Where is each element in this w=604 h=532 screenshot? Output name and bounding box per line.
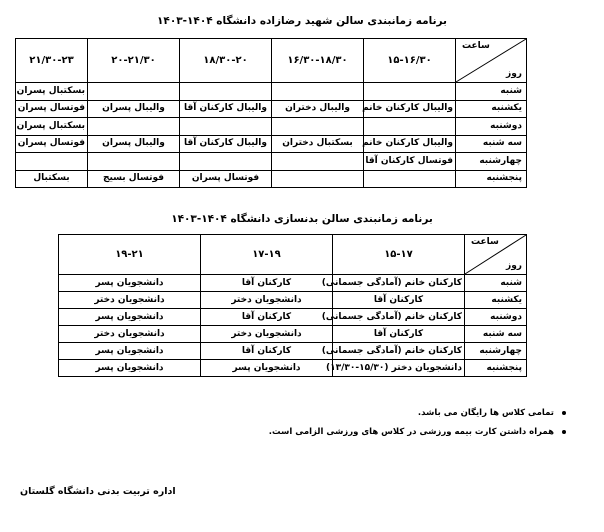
schedule-cell: کارکنان خانم (آمادگی جسمانی) [333, 309, 465, 326]
table-row [59, 360, 527, 377]
schedule-cell [272, 153, 364, 171]
schedule-cell: کارکنان آقا [333, 292, 465, 309]
schedule-cell: فوتسال کارکنان آقا [364, 153, 456, 171]
schedule-cell [180, 153, 272, 171]
schedule-cell: کارکنان آقا [201, 309, 333, 326]
schedule-cell: فوتسال پسران [180, 170, 272, 188]
note-item [269, 408, 566, 418]
header-day-label: روز [506, 261, 522, 271]
schedule-cell [272, 118, 364, 136]
schedule-cell [272, 83, 364, 101]
bullet-icon [562, 411, 566, 415]
schedule-cell: کارکنان آقا [201, 343, 333, 360]
note-item [269, 427, 566, 437]
schedule-cell: دانشجویان پسر [59, 309, 201, 326]
table-row [59, 326, 527, 343]
schedule-cell: دانشجویان پسر [201, 360, 333, 377]
column-header: ۱۷-۱۹ [201, 235, 333, 275]
schedule-table-gym [58, 234, 527, 377]
column-header: ۲۱/۳۰-۲۳ [16, 39, 88, 83]
schedule-cell: کارکنان آقا [333, 326, 465, 343]
header-day-time-cell [465, 235, 527, 275]
schedule-cell [88, 118, 180, 136]
schedule-cell: فوتسال پسران [16, 135, 88, 153]
column-header: ۱۸/۳۰-۲۰ [180, 39, 272, 83]
day-cell: سه شنبه [465, 326, 527, 343]
table-row [16, 118, 527, 136]
schedule-cell: فوتسال پسران [16, 100, 88, 118]
schedule-cell: دانشجویان دختر [201, 292, 333, 309]
day-cell: شنبه [456, 83, 527, 101]
table-row [59, 309, 527, 326]
column-header: ۱۹-۲۱ [59, 235, 201, 275]
schedule-cell: بسکتبال پسران [16, 83, 88, 101]
day-cell: شنبه [465, 275, 527, 292]
schedule-cell: بسکتبال پسران [16, 118, 88, 136]
day-cell: دوشنبه [456, 118, 527, 136]
column-header: ۱۶/۳۰-۱۸/۳۰ [272, 39, 364, 83]
schedule-cell: دانشجویان پسر [59, 360, 201, 377]
schedule-cell: دانشجویان پسر [59, 343, 201, 360]
header-day-time-cell [456, 39, 527, 83]
schedule-cell: والیبال کارکنان آقا [180, 100, 272, 118]
header-time-label: ساعت [471, 237, 499, 247]
table-row [16, 135, 527, 153]
schedule-cell: دانشجویان دختر (۱۵/۳۰-۱۳/۳۰) [333, 360, 465, 377]
table1-title: برنامه زمانبندی سالن شهید رضازاده دانشگاه ۱۴۰۴-۱۴۰۳ [157, 15, 447, 27]
day-cell: دوشنبه [465, 309, 527, 326]
schedule-cell [364, 170, 456, 188]
day-cell: چهارشنبه [456, 153, 527, 171]
day-cell: پنجشنبه [456, 170, 527, 188]
day-cell: پنجشنبه [465, 360, 527, 377]
schedule-cell [272, 170, 364, 188]
table-row [16, 100, 527, 118]
day-cell: یکشنبه [456, 100, 527, 118]
table-row [16, 153, 527, 171]
footer-department: اداره تربیت بدنی دانشگاه گلستان [20, 486, 176, 497]
schedule-cell: والیبال کارکنان خانم [364, 135, 456, 153]
column-header: ۱۵-۱۷ [333, 235, 465, 275]
schedule-cell: کارکنان خانم (آمادگی جسمانی) [333, 275, 465, 292]
table2-title: برنامه زمانبندی سالن بدنسازی دانشگاه ۱۴۰۴-۱۴۰۳ [171, 213, 433, 225]
schedule-cell [88, 153, 180, 171]
schedule-cell [364, 83, 456, 101]
bullet-icon [562, 430, 566, 434]
note-text: همراه داشتن کارت بیمه ورزشی در کلاس های ورزشی الزامی است. [268, 427, 554, 437]
schedule-cell [180, 83, 272, 101]
column-header: ۱۵-۱۶/۳۰ [364, 39, 456, 83]
day-cell: سه شنبه [456, 135, 527, 153]
schedule-cell: بسکتبال [16, 170, 88, 188]
schedule-cell [88, 83, 180, 101]
schedule-cell: دانشجویان دختر [59, 292, 201, 309]
schedule-cell: دانشجویان پسر [59, 275, 201, 292]
table-row [16, 83, 527, 101]
schedule-cell: کارکنان آقا [201, 275, 333, 292]
schedule-cell [364, 118, 456, 136]
schedule-cell: والیبال پسران [88, 135, 180, 153]
schedule-cell: بسکتبال دختران [272, 135, 364, 153]
schedule-cell [180, 118, 272, 136]
day-cell: یکشنبه [465, 292, 527, 309]
schedule-cell: والیبال کارکنان آقا [180, 135, 272, 153]
header-day-label: روز [506, 69, 522, 79]
schedule-cell: والیبال پسران [88, 100, 180, 118]
schedule-cell: کارکنان خانم (آمادگی جسمانی) [333, 343, 465, 360]
notes-list [269, 408, 566, 446]
schedule-cell: دانشجویان دختر [59, 326, 201, 343]
schedule-table-hall [15, 38, 527, 188]
schedule-cell: والیبال دختران [272, 100, 364, 118]
schedule-cell: فوتسال بسیج [88, 170, 180, 188]
header-time-label: ساعت [462, 41, 490, 51]
schedule-cell: دانشجویان دختر [201, 326, 333, 343]
schedule-cell: والیبال کارکنان خانم [364, 100, 456, 118]
table-row [59, 343, 527, 360]
day-cell: چهارشنبه [465, 343, 527, 360]
table-row [16, 170, 527, 188]
schedule-cell [16, 153, 88, 171]
table-row [59, 275, 527, 292]
note-text: تمامی کلاس ها رایگان می باشد. [417, 408, 554, 418]
column-header: ۲۰-۲۱/۳۰ [88, 39, 180, 83]
table-row [59, 292, 527, 309]
